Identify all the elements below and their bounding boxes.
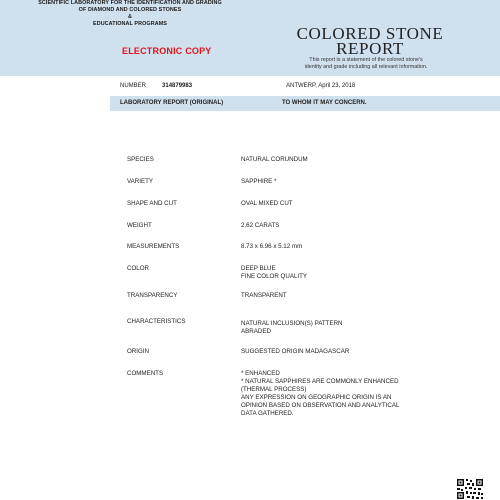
measurements-label: MEASUREMENTS bbox=[127, 243, 180, 250]
characteristics-value-line-2: ABRADED bbox=[241, 328, 271, 335]
lab-name bbox=[30, 0, 230, 28]
comments-line-3: (THERMAL PROCESS) bbox=[241, 386, 307, 393]
lab-line-2: OF DIAMOND AND COLORED STONES bbox=[78, 7, 182, 13]
variety-label: VARIETY bbox=[127, 178, 154, 185]
report-type-label: LABORATORY REPORT (ORIGINAL) bbox=[120, 100, 224, 106]
lab-line-3: & bbox=[128, 14, 132, 20]
comments-label: COMMENTS bbox=[127, 370, 164, 377]
report-number-value: 314879983 bbox=[162, 83, 193, 89]
lab-line-4: EDUCATIONAL PROGRAMS bbox=[93, 21, 167, 27]
report-date: ANTWERP, April 23, 2018 bbox=[286, 83, 356, 89]
characteristics-value bbox=[241, 320, 471, 336]
variety-value: SAPPHIRE * bbox=[241, 178, 277, 185]
report-title bbox=[270, 26, 470, 56]
weight-value: 2.62 CARATS bbox=[241, 222, 280, 229]
origin-label: ORIGIN bbox=[127, 348, 150, 355]
color-label: COLOR bbox=[127, 265, 150, 272]
weight-label: WEIGHT bbox=[127, 222, 152, 229]
transparency-label: TRANSPARENCY bbox=[127, 292, 178, 299]
comments-line-2: * NATURAL SAPPHIRES ARE COMMONLY ENHANCED bbox=[241, 378, 399, 385]
report-subtitle bbox=[262, 57, 470, 71]
species-value: NATURAL CORUNDUM bbox=[241, 156, 308, 163]
shape-value: OVAL MIXED CUT bbox=[241, 200, 293, 207]
origin-value: SUGGESTED ORIGIN MADAGASCAR bbox=[241, 348, 350, 355]
color-value-line-1: DEEP BLUE bbox=[241, 265, 276, 272]
transparency-value: TRANSPARENT bbox=[241, 292, 287, 299]
report-number-label: NUMBER bbox=[120, 83, 147, 89]
qr-code-icon bbox=[456, 478, 484, 500]
color-value bbox=[241, 265, 471, 281]
report-number bbox=[120, 83, 192, 89]
comments-line-6: DATA GATHERED. bbox=[241, 410, 294, 417]
electronic-copy-label: ELECTRONIC COPY bbox=[122, 46, 212, 56]
comments-line-5: OPINION BASED ON OBSERVATION AND ANALYTICAL bbox=[241, 402, 400, 409]
report-subtitle-line-1: This report is a statement of the colored stone's bbox=[309, 57, 423, 63]
to-whom-label: TO WHOM IT MAY CONCERN. bbox=[282, 100, 367, 106]
report-subtitle-line-2: identity and grade including all relevant information. bbox=[304, 64, 428, 70]
comments-line-1: * ENHANCED bbox=[241, 370, 280, 377]
shape-label: SHAPE AND CUT bbox=[127, 200, 177, 207]
characteristics-label: CHARACTERISTICS bbox=[127, 318, 186, 325]
species-label: SPECIES bbox=[127, 156, 154, 163]
color-value-line-2: FINE COLOR QUALITY bbox=[241, 273, 308, 280]
comments-line-4: ANY EXPRESSION ON GEOGRAPHIC ORIGIN IS AN bbox=[241, 394, 392, 401]
lab-line-1: SCIENTIFIC LABORATORY FOR THE IDENTIFICATION AND GRADING bbox=[38, 0, 222, 6]
report-title-line-2: REPORT bbox=[336, 39, 404, 58]
report-title-line-1: COLORED STONE bbox=[296, 24, 444, 43]
comments-value bbox=[241, 370, 471, 418]
characteristics-value-line-1: NATURAL INCLUSION(S) PATTERN bbox=[241, 320, 343, 327]
measurements-value: 8.73 x 6.96 x 5.12 mm bbox=[241, 243, 303, 250]
